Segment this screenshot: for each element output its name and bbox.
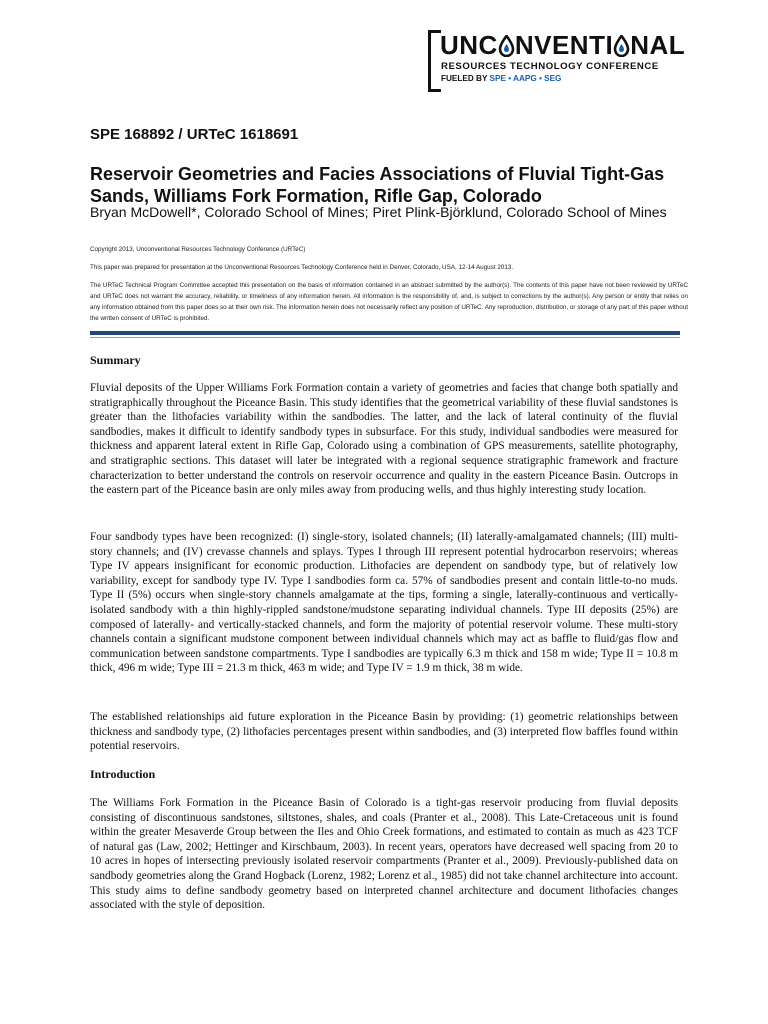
oil-drop-icon xyxy=(498,35,515,57)
presentation-notice: This paper was prepared for presentation at the Unconventional Resources Technology Conference held in Denver, Colorado, USA, 12-14 August 2013. xyxy=(90,264,514,271)
divider-rule-thin xyxy=(90,337,680,338)
authors-line: Bryan McDowell*, Colorado School of Mines; Piret Plink-Björklund, Colorado School of Mines xyxy=(90,204,667,220)
paper-number: SPE 168892 / URTeC 1618691 xyxy=(90,126,299,143)
introduction-paragraph-1: The Williams Fork Formation in the Piceance Basin of Colorado is a tight-gas reservoir producing from fluvial deposits consisting of discontinuous sandstones, siltstones, shales, and coals (Pranter et al., 2008). This Late-Cretaceous unit is found within the greater Mesaverde Group between the Iles and Ohio Creek formations, and estimated to contain as much as 423 TCF of natural gas (Law, 2002; Hettinger and Kirschbaum, 2003). In recent years, operators have decreased well spacing from 20 to 10 acres in hopes of intersecting previously isolated reservoir compartments (Pranter et al., 2009). Previously-published data on sandbody geometries along the Grand Hogback (Lorenz, 1982; Lorenz et al., 1985) did not take channel architecture into account. This study aims to define sandbody geometry based on interpreted channel architecture and document lithofacies changes associated with the style of deposition. xyxy=(90,797,678,912)
summary-paragraph-1: Fluvial deposits of the Upper Williams Fork Formation contain a variety of geometries and facies that change both spatially and stratigraphically throughout the Piceance Basin. This study identifies that the geometrical variability of these fluvial sandstones is greater than the lithofacies variability within the sandbodies. The latter, and the lack of lateral continuity of the fluvial sandbodies, makes it difficult to identify sandbody types in subsurface. For this study, individual sandbodies were measured for thickness and apparent lateral extent in Rifle Gap, Colorado using a combination of GPS measurements, satellite photography, and stratigraphic sections. This dataset will later be integrated with a regional sequence stratigraphic framework and fracture characterization to better understand the controls on reservoir occurrence and quality in the eastern Piceance Basin. Outcrops in the eastern part of the Piceance basin are only miles away from producing wells, and thus highly interesting study location. xyxy=(90,382,678,497)
summary-heading: Summary xyxy=(90,353,141,367)
summary-paragraph-2: Four sandbody types have been recognized: (I) single-story, isolated channels; (II) laterally-amalgamated channels; (III) multi-story channels; and (IV) crevasse channels and splays. Types I through III represent potential hydrocarbon reservoirs; whereas Type IV appears insignificant for economic production. Lithofacies are dependent on sandbody type, but of relatively low variability, except for sandbody type IV. Type I sandbodies form ca. 57% of sandbodies present and contain little-to-no muds. Type II (5%) occurs when single-story channels amalgamate at the tips, forming a single, laterally-continuous and vertically-isolated sandbody with a thin highly-rippled sandstone/mudstone separating individual channels. Type III deposits (25%) are composed of laterally- and vertically-stacked channels, and form the majority of potential reservoir volume. These multi-story channels contain a significant mudstone component between individual channels which may act as baffle to fluid/gas flow and communication between sandstone compartments. Type I sandbodies are typically 6.3 m thick and 158 m wide; Type II = 10.8 m thick, 496 m wide; Type III = 21.3 m thick, 463 m wide; and Type IV = 1.9 m thick, 38 m wide. xyxy=(90,531,678,675)
fueled-orgs: SPE • AAPG • SEG xyxy=(489,74,562,83)
introduction-heading: Introduction xyxy=(90,767,156,781)
copyright-notice: Copyright 2013, Unconventional Resources Technology Conference (URTeC) xyxy=(90,246,306,253)
summary-paragraph-3: The established relationships aid future exploration in the Piceance Basin by providing: (1) geometric relationships between thickness and sandbody type, (2) lithofacies percentages present within sandbodies, and (3) interpreted flow baffles found within potential reservoirs. xyxy=(90,711,678,753)
fueled-prefix: FUELED BY xyxy=(441,74,488,83)
urtec-logo xyxy=(428,26,686,96)
disclaimer-notice: The URTeC Technical Program Committee accepted this presentation on the basis of information contained in an abstract submitted by the author(s). The contents of this paper have not been reviewed by URTeC and URTeC does not warrant the accuracy, reliability, or timeliness of any information herein. All information is the responsibility of, and, is subject to corrections by the author(s). Any person or entity that relies on any information obtained from this paper does so at their own risk. The information herein does not necessarily reflect any position of URTeC. Any reproduction, distribution, or storage of any part of this paper without the written consent of URTeC is prohibited. xyxy=(90,282,688,322)
logo-fueled-by xyxy=(441,74,561,83)
oil-drop-icon-2 xyxy=(613,35,630,57)
logo-subtitle: RESOURCES TECHNOLOGY CONFERENCE xyxy=(441,61,659,72)
divider-rule xyxy=(90,331,680,335)
paper-title: Reservoir Geometries and Facies Associations of Fluvial Tight-Gas Sands, Williams Fork Formation, Rifle Gap, Colorado xyxy=(90,164,665,206)
logo-wordmark: UNC NVENTI NAL xyxy=(440,30,686,60)
